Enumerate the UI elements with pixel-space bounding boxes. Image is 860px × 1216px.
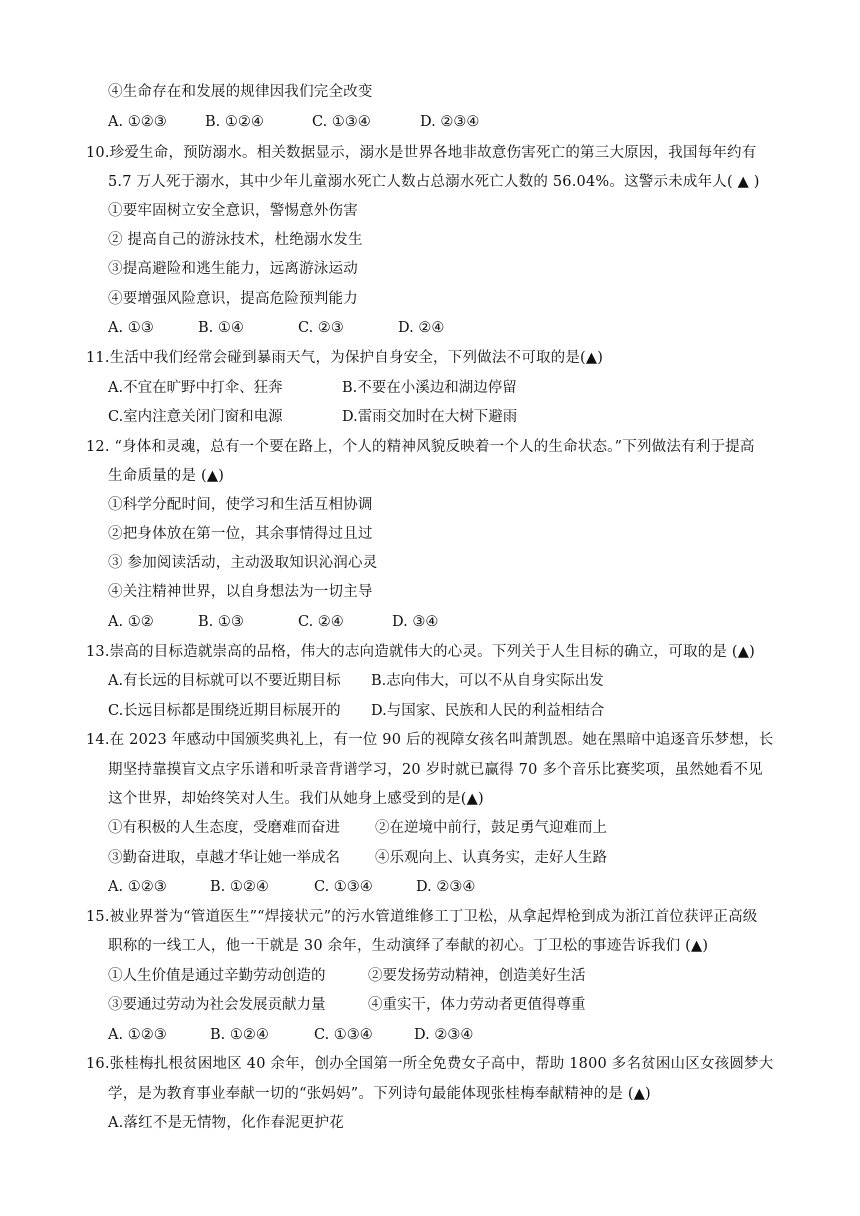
q15-item-4: ④重实干，体力劳动者更值得尊重: [368, 997, 586, 1013]
q15-item-3: ③要通过劳动为社会发展贡献力量: [108, 997, 326, 1013]
q11-stem: 11.生活中我们经常会碰到暴雨天气，为保护自身安全，下列做法不可取的是(▲): [86, 350, 604, 366]
q12-option-a: A. ①②: [108, 614, 154, 630]
q14-stem-line-1: 14.在 2023 年感动中国颁奖典礼上，有一位 90 后的视障女孩名叫萧凯恩。她在黑暗中追逐音乐梦想，长: [86, 732, 774, 748]
q10-option-b: B. ①④: [198, 320, 244, 336]
q15-stem-line-2: 职称的一线工人，他一干就是 30 余年，生动演绎了奉献的初心。丁卫松的事迹告诉我们 (▲): [108, 938, 709, 954]
q12-stem-line-1: 12. “身体和灵魂，总有一个要在路上，个人的精神风貌反映着一个人的生命状态。”下列做法有利于提高: [86, 439, 755, 455]
q15-option-b: B. ①②④: [210, 1027, 269, 1043]
q14-option-d: D. ②③④: [416, 879, 476, 895]
q9-option-c: C. ①③④: [312, 114, 371, 130]
q10-option-c: C. ②③: [298, 320, 344, 336]
q16-stem-line-1: 16.张桂梅扎根贫困地区 40 余年，创办全国第一所全免费女子高中，帮助 1800 多名贫困山区女孩圆梦大: [86, 1056, 774, 1072]
q14-item-4: ④乐观向上、认真务实，走好人生路: [375, 850, 607, 866]
q9-option-a: A. ①②③: [108, 114, 167, 130]
q10-item-3: ③提高避险和逃生能力，远离游泳运动: [108, 261, 358, 277]
q11-option-d: D.雷雨交加时在大树下避雨: [342, 409, 518, 425]
q12-option-c: C. ②④: [298, 614, 344, 630]
q10-option-a: A. ①③: [108, 320, 154, 336]
q11-option-b: B.不要在小溪边和湖边停留: [342, 380, 517, 396]
q14-option-a: A. ①②③: [108, 879, 167, 895]
q14-item-2: ②在逆境中前行，鼓足勇气迎难而上: [375, 820, 607, 836]
q15-item-1: ①人生价值是通过辛勤劳动创造的: [108, 968, 326, 984]
q12-stem-line-2: 生命质量的是 (▲): [108, 468, 225, 484]
q14-stem-line-2: 期坚持靠摸盲文点字乐谱和听录音背谱学习，20 岁时就已赢得 70 多个音乐比赛奖项，虽然她看不见: [108, 762, 763, 778]
q14-option-c: C. ①③④: [314, 879, 373, 895]
q13-stem: 13.崇高的目标造就崇高的品格，伟大的志向造就伟大的心灵。下列关于人生目标的确立，可取的是 (▲): [86, 644, 755, 660]
q15-stem-line-1: 15.被业界誉为“管道医生”“焊接状元”的污水管道维修工丁卫松，从拿起焊枪到成为浙江首位获评正高级: [86, 909, 758, 925]
q15-item-2: ②要发扬劳动精神，创造美好生活: [368, 968, 586, 984]
q16-option-a: A.落红不是无情物，化作春泥更护花: [108, 1115, 344, 1131]
q14-stem-line-3: 这个世界，却始终笑对人生。我们从她身上感受到的是(▲): [108, 791, 484, 807]
q10-stem-line-1: 10.珍爱生命，预防溺水。相关数据显示，溺水是世界各地非故意伤害死亡的第三大原因，我国每年约有: [86, 145, 757, 161]
q12-item-2: ②把身体放在第一位，其余事情得过且过: [108, 526, 373, 542]
q15-option-d: D. ②③④: [414, 1027, 474, 1043]
q14-item-1: ①有积极的人生态度，受磨难而奋进: [108, 820, 340, 836]
q13-option-b: B.志向伟大，可以不从自身实际出发: [371, 673, 604, 689]
q10-item-2: ② 提高自己的游泳技术，杜绝溺水发生: [108, 232, 363, 248]
q12-option-d: D. ③④: [392, 614, 439, 630]
q13-option-a: A.有长远的目标就可以不要近期目标: [108, 673, 341, 689]
q10-item-4: ④要增强风险意识，提高危险预判能力: [108, 291, 358, 307]
q15-option-a: A. ①②③: [108, 1027, 167, 1043]
q12-option-b: B. ①③: [198, 614, 244, 630]
q12-item-1: ①科学分配时间，使学习和生活互相协调: [108, 497, 373, 513]
q9-option-d: D. ②③④: [420, 114, 480, 130]
q14-option-b: B. ①②④: [210, 879, 269, 895]
q12-item-4: ④关注精神世界，以自身想法为一切主导: [108, 584, 373, 600]
q15-option-c: C. ①③④: [314, 1027, 373, 1043]
q12-item-3: ③ 参加阅读活动，主动汲取知识沁润心灵: [108, 555, 378, 571]
q13-option-c: C.长远目标都是围绕近期目标展开的: [108, 703, 341, 719]
q14-item-3: ③勤奋进取，卓越才华让她一举成名: [108, 850, 340, 866]
q10-option-d: D. ②④: [398, 320, 445, 336]
q11-option-a: A.不宜在旷野中打伞、狂奔: [108, 380, 283, 396]
q9-option-b: B. ①②④: [205, 114, 264, 130]
q11-option-c: C.室内注意关闭门窗和电源: [108, 409, 283, 425]
q9-item-4: ④生命存在和发展的规律因我们完全改变: [108, 84, 373, 100]
q16-stem-line-2: 学，是为教育事业奉献一切的“张妈妈”。下列诗句最能体现张桂梅奉献精神的是 (▲): [108, 1086, 651, 1102]
q13-option-d: D.与国家、民族和人民的利益相结合: [371, 703, 605, 719]
q10-item-1: ①要牢固树立安全意识，警惕意外伤害: [108, 203, 358, 219]
q10-stem-line-2: 5.7 万人死于溺水，其中少年儿童溺水死亡人数占总溺水死亡人数的 56.04%。这警示未成年人( ▲ ): [108, 174, 760, 190]
